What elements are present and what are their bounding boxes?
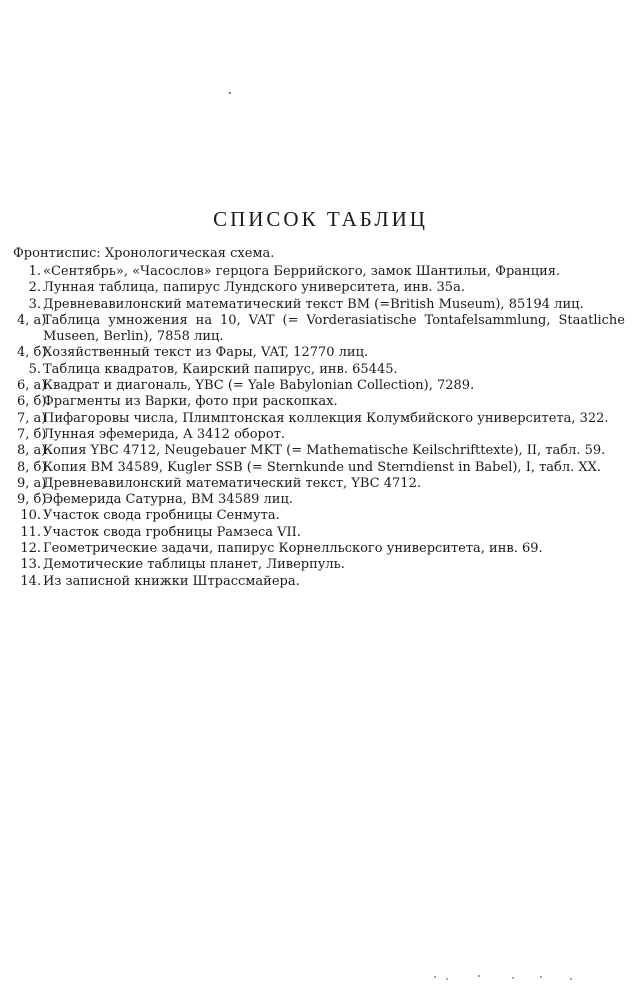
list-item-number: 10. — [20, 508, 41, 524]
list-item-text: Хозяйственный текст из Фары, VAT, 12770 лиц. — [43, 345, 369, 361]
table-list — [13, 264, 625, 590]
list-item-text: Из записной книжки Штрассмайера. — [43, 573, 300, 589]
list-item-text: Лунная таблица, папирус Лундского университета, инв. 35а. — [43, 280, 465, 296]
list-item-text: Пифагоровы числа, Плимптонская коллекция Колумбийского университета, 322. — [43, 410, 609, 426]
list-item-number: 12. — [20, 541, 41, 557]
list-item-text: Участок свода гробницы Рамзеса VII. — [43, 524, 301, 540]
list-item-number: 11. — [20, 524, 41, 540]
list-item-number: 9, а) — [17, 475, 47, 491]
frontispiece-line: Фронтиспис: Хронологическая схема. — [13, 246, 275, 261]
list-item — [13, 362, 625, 378]
list-item-number: 4, а) — [17, 312, 47, 328]
list-item-text: Копия YBC 4712, Neugebauer MKT (= Mathematische Keilschrifttexte), II, табл. 59. — [43, 443, 606, 459]
list-item-text: Участок свода гробницы Сенмута. — [43, 508, 280, 524]
list-item — [13, 345, 625, 361]
list-item-number: 8, а) — [17, 443, 47, 459]
list-item — [13, 443, 625, 459]
list-item-number: 13. — [20, 557, 41, 573]
list-item-number: 3. — [28, 296, 41, 312]
list-item-number: 7, а) — [17, 410, 47, 426]
list-item-text: Лунная эфемерида, А 3412 оборот. — [43, 426, 286, 442]
list-item-number: 6, а) — [17, 378, 47, 394]
list-item — [13, 492, 625, 508]
list-item-number: 7, б) — [17, 426, 47, 442]
list-item-text: Фрагменты из Варки, фото при раскопках. — [43, 394, 338, 410]
page-specks-bottom — [420, 974, 620, 980]
page-title: СПИСОК ТАБЛИЦ — [213, 207, 428, 231]
list-item-number: 4, б) — [17, 345, 47, 361]
list-item — [13, 280, 625, 296]
list-item — [13, 460, 625, 476]
list-item-text: Демотические таблицы планет, Ливерпуль. — [43, 557, 345, 573]
list-item-text: Копия BM 34589, Kugler SSB (= Sternkunde und Sterndienst in Babel), I, табл. XX. — [43, 459, 602, 475]
list-item — [13, 541, 625, 557]
list-item-number: 5. — [28, 361, 41, 377]
list-item — [13, 476, 625, 492]
list-item-text: Таблица квадратов, Каирский папирус, инв. 65445. — [43, 361, 398, 377]
list-item-text: Древневавилонский математический текст BM (=British Museum), 85194 лиц. — [43, 296, 584, 312]
list-item-text: Квадрат и диагональ, YBC (= Yale Babylonian Collection), 7289. — [43, 378, 475, 394]
list-item — [13, 525, 625, 541]
list-item-text: Таблица умножения на 10, VAT (= Vorderasiatische Tontafelsammlung, Staatliche Museen, Berlin), 7858 лиц. — [43, 312, 625, 345]
list-item-text: Древневавилонский математический текст, YBC 4712. — [43, 475, 421, 491]
list-item — [13, 557, 625, 573]
list-item — [13, 394, 625, 410]
list-item-number: 9, б) — [17, 492, 47, 508]
list-item-number: 14. — [20, 573, 41, 589]
list-item-number: 2. — [28, 280, 41, 296]
list-item — [13, 411, 625, 427]
page-speck — [229, 92, 231, 94]
list-item — [13, 313, 625, 346]
list-item-number: 8, б) — [17, 459, 47, 475]
list-item-text: Геометрические задачи, папирус Корнелльского университета, инв. 69. — [43, 541, 543, 557]
list-item — [13, 378, 625, 394]
list-item — [13, 508, 625, 524]
list-item-text: «Сентябрь», «Часослов» герцога Беррийского, замок Шантильи, Франция. — [43, 264, 561, 279]
list-item-number: 1. — [28, 264, 41, 279]
list-item — [13, 574, 625, 590]
list-item — [13, 264, 625, 280]
list-item — [13, 297, 625, 313]
list-item-number: 6, б) — [17, 394, 47, 410]
list-item — [13, 427, 625, 443]
list-item-text: Эфемерида Сатурна, BM 34589 лиц. — [43, 492, 293, 508]
